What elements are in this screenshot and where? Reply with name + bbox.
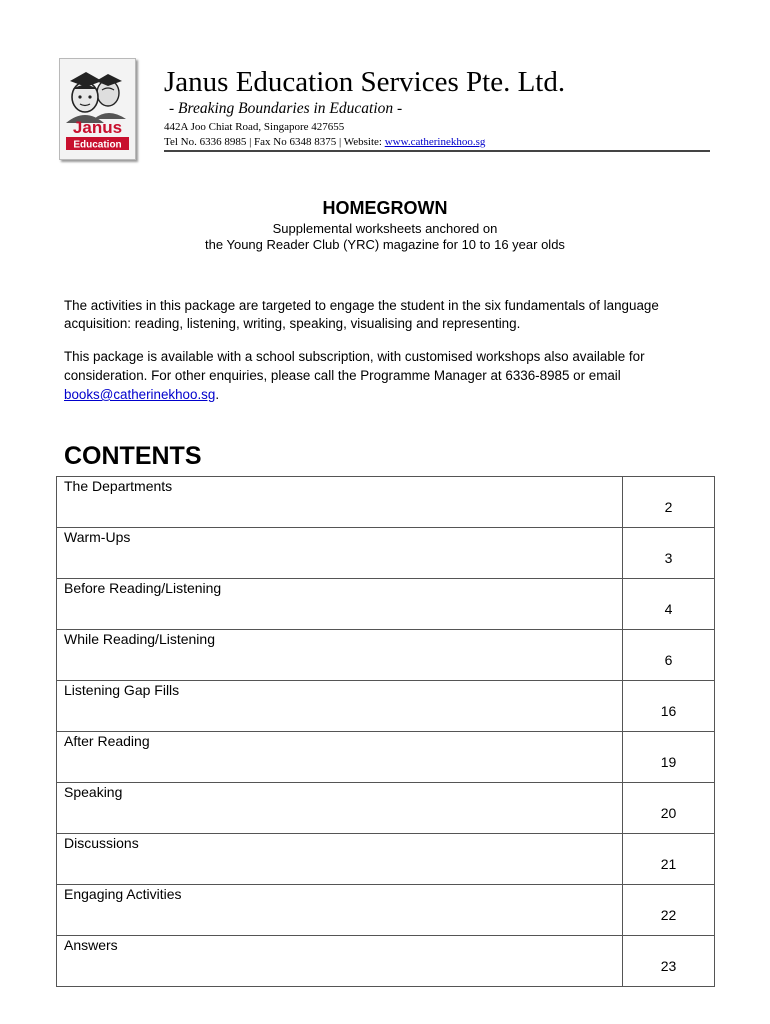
intro-paragraph-1: The activities in this package are targeted to engage the student in the six fundamentals of language acquisition: reading, listening, writing, speaking, visualising and representing. [64,298,659,331]
toc-page: 4 [623,579,715,630]
logo-graphic [60,59,135,159]
contents-heading: CONTENTS [64,442,202,470]
toc-page: 3 [623,528,715,579]
toc-page: 23 [623,936,715,987]
toc-page: 2 [623,477,715,528]
toc-page: 6 [623,630,715,681]
toc-page: 16 [623,681,715,732]
table-row [57,579,715,630]
janus-logo [59,58,136,160]
toc-label: After Reading [57,732,623,783]
document-subtitle-line1: Supplemental worksheets anchored on [272,221,498,236]
toc-label: Listening Gap Fills [57,681,623,732]
document-title: HOMEGROWN [322,198,448,218]
toc-label: Answers [57,936,623,987]
contents-table [56,476,715,987]
logo-text-janus: Janus [72,118,123,137]
company-contact [164,136,485,148]
toc-label: Warm-Ups [57,528,623,579]
toc-label: The Departments [57,477,623,528]
toc-label: Engaging Activities [57,885,623,936]
table-row [57,834,715,885]
table-row [57,885,715,936]
toc-label: Discussions [57,834,623,885]
table-row [57,681,715,732]
company-address: 442A Joo Chiat Road, Singapore 427655 [164,121,345,133]
intro-paragraph-2 [64,347,714,404]
company-name: Janus Education Services Pte. Ltd. [164,66,566,98]
toc-page: 19 [623,732,715,783]
toc-page: 20 [623,783,715,834]
intro-paragraph-2-text: This package is available with a school subscription, with customised workshops also available for consideration. For other enquiries, please call the Programme Manager at 6336-8985 or email [64,349,645,383]
table-row [57,936,715,987]
table-row [57,732,715,783]
toc-page: 22 [623,885,715,936]
table-row [57,528,715,579]
toc-page: 21 [623,834,715,885]
table-row [57,783,715,834]
toc-label: While Reading/Listening [57,630,623,681]
intro-paragraph-2-end: . [215,387,220,402]
logo-text-education: Education [73,139,122,151]
company-tagline: - Breaking Boundaries in Education - [169,100,403,117]
document-subtitle-line2: the Young Reader Club (YRC) magazine for 10 to 16 year olds [205,237,565,252]
table-row [57,630,715,681]
contact-numbers: Tel No. 6336 8985 | Fax No 6348 8375 | Website: [164,136,385,148]
table-row [57,477,715,528]
toc-label: Before Reading/Listening [57,579,623,630]
email-link[interactable]: books@catherinekhoo.sg [64,387,216,402]
toc-label: Speaking [57,783,623,834]
header-divider [164,150,710,152]
website-link[interactable]: www.catherinekhoo.sg [384,136,486,148]
